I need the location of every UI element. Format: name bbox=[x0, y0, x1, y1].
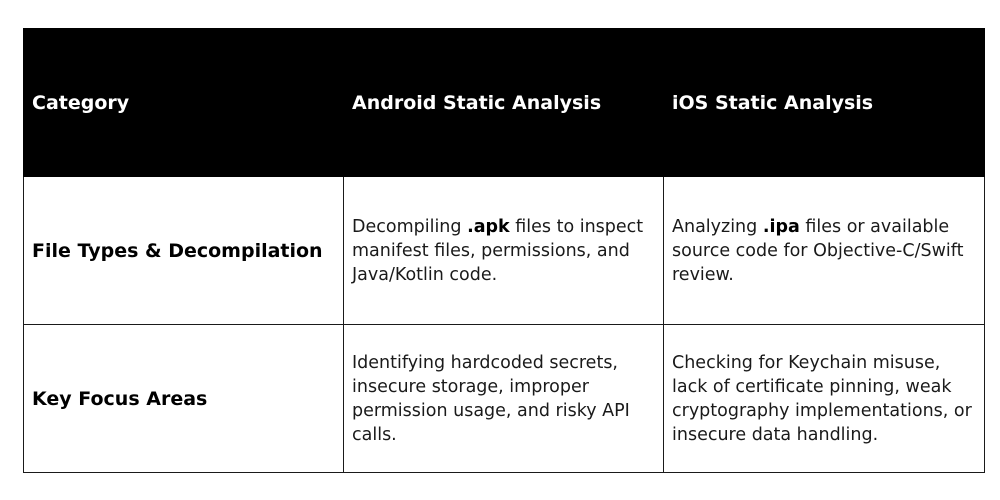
ios-file-types-text-after: files or available source code for Objective-C/Swift review. bbox=[672, 216, 964, 285]
table-row bbox=[24, 177, 985, 325]
row-category-file-types: File Types & Decompilation bbox=[24, 177, 344, 325]
header-android: Android Static Analysis bbox=[344, 29, 664, 177]
header-category: Category bbox=[24, 29, 344, 177]
android-file-types-text-before: Decompiling bbox=[352, 216, 468, 237]
ios-file-types-text-before: Analyzing bbox=[672, 216, 763, 237]
ios-key-focus-cell: Checking for Keychain misuse, lack of certificate pinning, weak cryptography implementations, or insecure data handling. bbox=[664, 325, 985, 473]
android-file-types-cell bbox=[344, 177, 664, 325]
header-row bbox=[24, 29, 985, 177]
table-row bbox=[24, 325, 985, 473]
comparison-table bbox=[23, 28, 985, 473]
android-key-focus-cell: Identifying hardcoded secrets, insecure storage, improper permission usage, and risky API calls. bbox=[344, 325, 664, 473]
android-file-extension: .apk bbox=[467, 216, 510, 237]
header-ios: iOS Static Analysis bbox=[664, 29, 985, 177]
android-file-types-text-after: files to inspect manifest files, permissions, and Java/Kotlin code. bbox=[352, 216, 644, 285]
ios-file-types-cell bbox=[664, 177, 985, 325]
row-category-key-focus: Key Focus Areas bbox=[24, 325, 344, 473]
ios-file-extension: .ipa bbox=[762, 216, 800, 237]
